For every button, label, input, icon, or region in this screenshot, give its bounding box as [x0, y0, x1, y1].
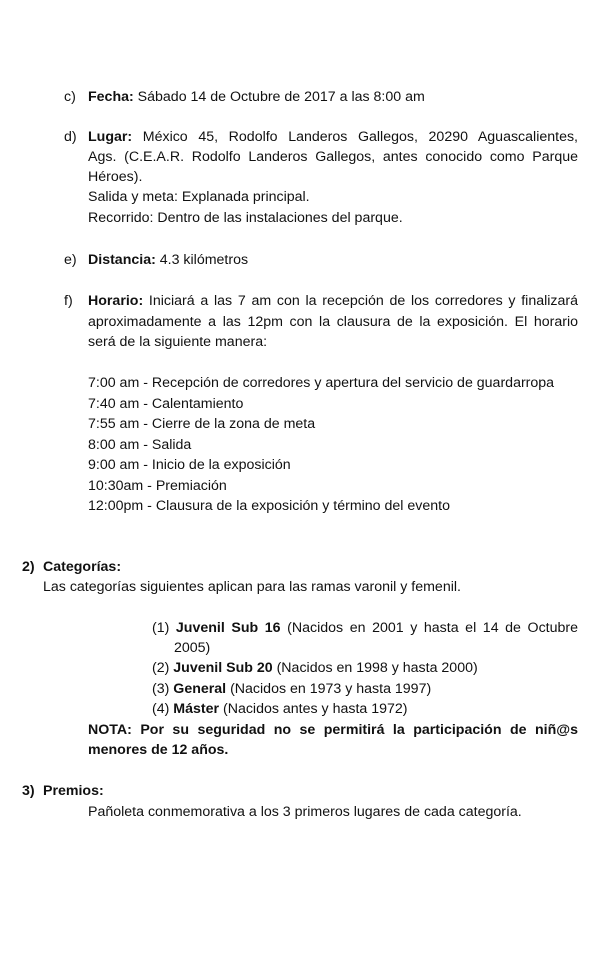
categorias-number: 2) [22, 559, 35, 575]
item-c-fecha [88, 87, 425, 108]
categoria-num: (1) [152, 620, 176, 636]
premios-text: Pañoleta conmemorativa a los 3 primeros lugares de cada categoría. [88, 804, 522, 820]
schedule-item: 8:00 am - Salida [88, 436, 192, 453]
categoria-num: (2) [152, 660, 174, 676]
salida-meta: Salida y meta: Explanada principal. [88, 189, 310, 205]
item-d-marker: d) [64, 129, 77, 145]
categorias-title: Categorías: [43, 559, 122, 575]
categorias-intro: Las categorías siguientes aplican para las ramas varonil y femenil. [43, 579, 461, 595]
recorrido: Recorrido: Dentro de las instalaciones del parque. [88, 210, 403, 226]
lugar-line-2: Ags. (C.E.A.R. Rodolfo Landeros Gallegos, antes conocido como Parque [88, 149, 578, 165]
schedule-item: 7:55 am - Cierre de la zona de meta [88, 416, 316, 432]
item-e-marker: e) [64, 252, 77, 268]
nota-text-2: menores de 12 años. [88, 742, 229, 758]
schedule-item: 12:00pm - Clausura de la exposición y término del evento [88, 498, 450, 514]
schedule-item: 7:40 am - Calentamiento [88, 395, 244, 412]
section-premios-title [43, 781, 104, 802]
premios-title: Premios: [43, 783, 104, 799]
schedule-list [88, 373, 554, 517]
horario-label: Horario: [88, 293, 144, 309]
nota-text-1: NOTA: Por su seguridad no se permitirá la participación de niñ@s [88, 722, 578, 738]
categoria-item [152, 699, 408, 720]
section-2-number [22, 557, 35, 578]
item-e-distancia [88, 250, 248, 271]
lugar-line-3: Héroes). [88, 169, 143, 185]
categoria-num: (4) [152, 701, 174, 717]
horario-line-1 [88, 291, 578, 312]
fecha-label: Fecha: [88, 89, 134, 105]
categoria-item [152, 679, 431, 700]
categoria-name: General [173, 681, 227, 697]
lugar-line-1 [88, 127, 578, 148]
schedule-item: 9:00 am - Inicio de la exposición [88, 457, 291, 473]
nota-line-1 [88, 720, 578, 741]
categoria-detail: (Nacidos en 1998 y hasta 2000) [272, 660, 478, 676]
categoria-detail: (Nacidos en 1973 y hasta 1997) [226, 681, 432, 697]
categoria-name: Máster [173, 701, 220, 717]
distancia-label: Distancia: [88, 252, 156, 268]
lugar-label: Lugar: [88, 129, 133, 145]
categoria-item [152, 658, 478, 679]
categoria-name: Juvenil Sub 20 [173, 660, 273, 676]
lugar-text-1: México 45, Rodolfo Landeros Gallegos, 20290 Aguascalientes, [132, 129, 578, 145]
section-categorias-title [43, 557, 121, 578]
section-3-number [22, 781, 35, 802]
item-f-marker: f) [64, 293, 73, 309]
horario-line-2: aproximadamente a las 12pm con la clausura de la exposición. El horario [88, 314, 578, 330]
distancia-value: 4.3 kilómetros [155, 252, 249, 268]
categoria-detail-cont: 2005) [174, 640, 211, 656]
schedule-item: 10:30am - Premiación [88, 477, 227, 494]
schedule-item: 7:00 am - Recepción de corredores y apertura del servicio de guardarropa [88, 375, 555, 391]
nota-line-2 [88, 740, 228, 761]
horario-text-1: Iniciará a las 7 am con la recepción de los corredores y finalizará [143, 293, 578, 309]
categoria-num: (3) [152, 681, 174, 697]
fecha-value: Sábado 14 de Octubre de 2017 a las 8:00 am [133, 89, 425, 105]
item-c-marker: c) [64, 89, 76, 105]
horario-line-3: será de la siguiente manera: [88, 334, 268, 350]
categoria-detail: (Nacidos antes y hasta 1972) [219, 701, 408, 717]
categoria-detail: (Nacidos en 2001 y hasta el 14 de Octubre [280, 620, 578, 636]
categoria-name: Juvenil Sub 16 [175, 620, 281, 636]
premios-number: 3) [22, 783, 35, 799]
categoria-item [152, 618, 578, 639]
